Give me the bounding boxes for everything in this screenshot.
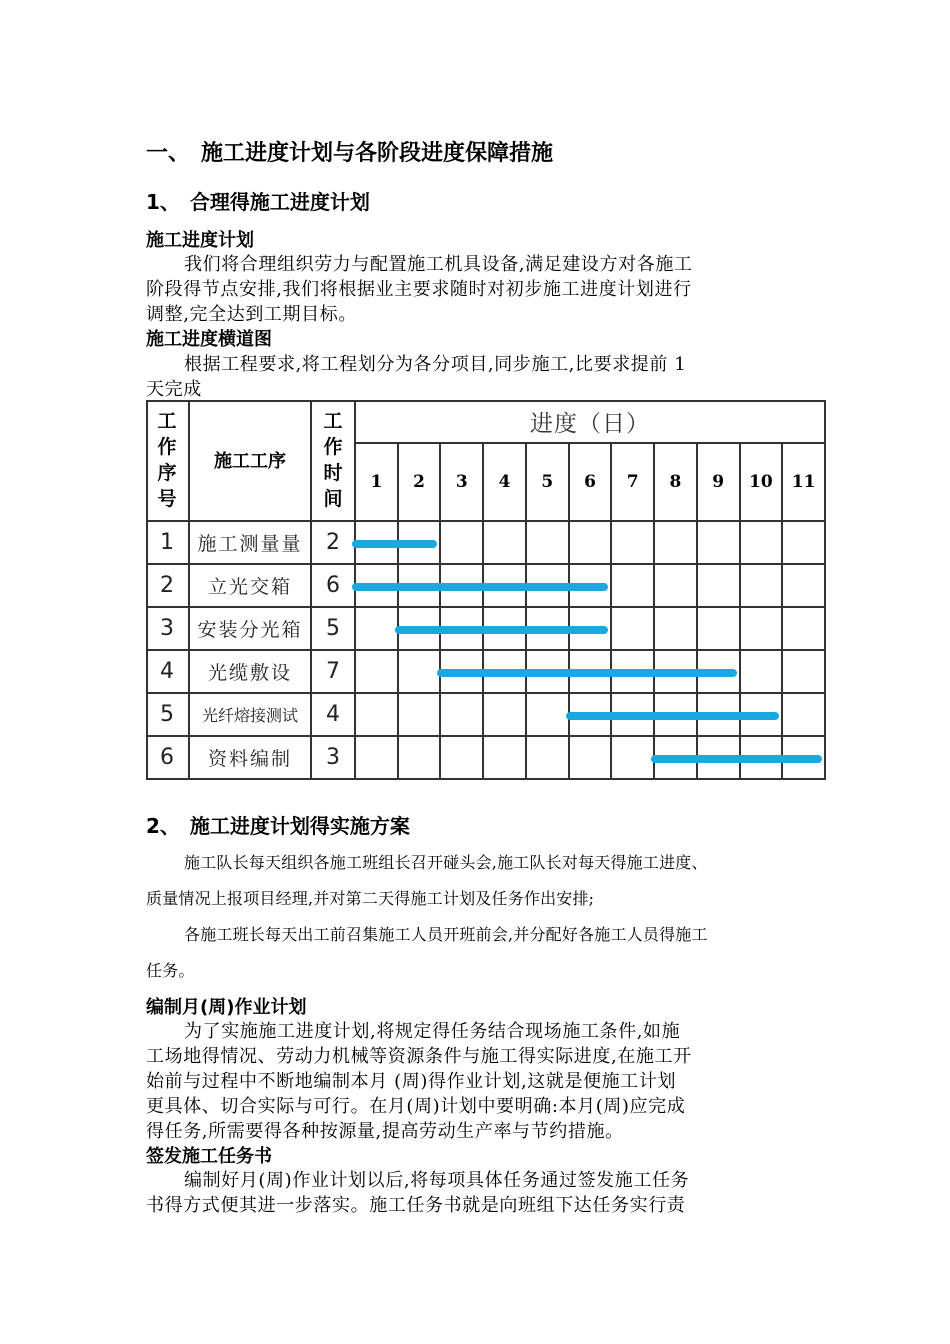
row-duration-cell: [312, 522, 356, 565]
day-header-cell: [356, 444, 399, 522]
grid-cell: [612, 565, 655, 608]
day-header-cell: [612, 444, 655, 522]
grid-cell: [783, 565, 826, 608]
paragraph-line: 为了实施施工进度计划,将规定得任务结合现场施工条件,如施: [184, 1021, 681, 1042]
day-label: 5: [541, 472, 554, 492]
paragraph-line: 天完成: [146, 379, 202, 400]
paragraph-line: 更具体、切合实际与可行。在月(周)计划中要明确:本月(周)应完成: [146, 1096, 686, 1117]
row-number-cell: [146, 565, 190, 608]
grid-cell: [527, 737, 570, 780]
section-heading: [146, 136, 553, 167]
day-label: 6: [584, 472, 596, 492]
row-task-cell: [190, 694, 312, 737]
day-header-cell: [527, 444, 570, 522]
paragraph-line: 根据工程要求,将工程划分为各分项目,同步施工,比要求提前 1: [184, 354, 687, 375]
paragraph-line: 工场地得情况、劳动力机械等资源条件与施工得实际进度,在施工开: [146, 1046, 692, 1067]
paragraph-line: 始前与过程中不断地编制本月 (周)得作业计划,这就是便施工计划: [146, 1071, 677, 1092]
gantt-title: 施工进度横道图: [146, 329, 272, 350]
header-progress: 进度（日）: [530, 410, 650, 437]
grid-cell: [698, 522, 741, 565]
row-task: 立光交箱: [207, 576, 292, 598]
row-number-cell: [146, 522, 190, 565]
gantt-bar: [651, 755, 822, 763]
row-number: 2: [160, 573, 174, 598]
grid-cell: [783, 651, 826, 694]
row-number: 6: [160, 745, 174, 770]
day-label: 8: [669, 472, 682, 492]
task-order-title: 签发施工任务书: [146, 1146, 272, 1167]
grid-cell: [484, 694, 527, 737]
row-number: 4: [160, 659, 174, 684]
row-task: 安装分光箱: [197, 619, 303, 641]
row-number: 5: [160, 702, 174, 727]
paragraph-line: 调整,完全达到工期目标。: [146, 304, 357, 325]
header-duration-cell: [312, 400, 356, 522]
row-duration-cell: [312, 608, 356, 651]
day-label: 9: [712, 472, 725, 492]
grid-cell: [441, 522, 484, 565]
grid-cell: [612, 522, 655, 565]
grid-cell: [527, 522, 570, 565]
paragraph-line: 各施工班长每天出工前召集施工人员开班前会,并分配好各施工人员得施工: [184, 925, 708, 944]
paragraph-line: 质量情况上报项目经理,并对第二天得施工计划及任务作出安排;: [146, 889, 595, 908]
gantt-bar: [352, 540, 437, 548]
grid-cell: [783, 522, 826, 565]
day-label: 11: [791, 472, 816, 492]
grid-cell: [570, 522, 613, 565]
plan-title: 施工进度计划: [146, 230, 254, 251]
paragraph-line: 编制好月(周)作业计划以后,将每项具体任务通过签发施工任务: [184, 1170, 690, 1191]
grid-cell: [356, 651, 399, 694]
row-task: 资料编制: [207, 748, 292, 770]
grid-cell: [741, 522, 784, 565]
day-header-cell: [783, 444, 826, 522]
subsection-heading-text: 2、 施工进度计划得实施方案: [146, 814, 410, 838]
row-task: 施工测量量: [197, 533, 303, 555]
day-header-cell: [698, 444, 741, 522]
row-task-cell: [190, 737, 312, 780]
grid-cell: [655, 522, 698, 565]
day-header-cell: [570, 444, 613, 522]
row-duration-cell: [312, 651, 356, 694]
grid-cell: [698, 565, 741, 608]
row-duration: 3: [326, 745, 340, 770]
day-header-cell: [484, 444, 527, 522]
grid-cell: [698, 608, 741, 651]
grid-cell: [356, 608, 399, 651]
row-duration: 4: [326, 702, 340, 727]
paragraph-line: 任务。: [146, 961, 195, 980]
grid-cell: [441, 737, 484, 780]
grid-cell: [783, 694, 826, 737]
subsection-heading: [146, 810, 410, 839]
day-header-cell: [655, 444, 698, 522]
grid-cell: [612, 737, 655, 780]
gantt-bar: [437, 669, 736, 677]
row-number-cell: [146, 694, 190, 737]
subsection-heading-text: 1、 合理得施工进度计划: [146, 190, 370, 214]
row-duration: 6: [326, 573, 340, 598]
grid-cell: [527, 694, 570, 737]
grid-cell: [570, 737, 613, 780]
grid-cell: [441, 694, 484, 737]
grid-cell: [399, 694, 442, 737]
row-duration-cell: [312, 737, 356, 780]
grid-cell: [655, 608, 698, 651]
header-seq: 工作序号: [157, 410, 177, 510]
grid-cell: [484, 522, 527, 565]
grid-cell: [655, 565, 698, 608]
row-duration-cell: [312, 694, 356, 737]
row-task: 光缆敷设: [207, 662, 292, 684]
grid-cell: [741, 651, 784, 694]
grid-cell: [741, 565, 784, 608]
gantt-bar: [395, 626, 609, 634]
header-seq-cell: [146, 400, 190, 522]
row-number: 3: [160, 616, 174, 641]
header-task: 施工工序: [214, 451, 286, 472]
row-duration: 2: [326, 530, 340, 555]
paragraph-line: 书得方式便其进一步落实。施工任务书就是向班组下达任务实行责: [146, 1195, 686, 1216]
row-task: 光纤熔接测试: [201, 706, 298, 725]
row-duration: 5: [326, 616, 340, 641]
header-progress-cell: [356, 400, 826, 444]
day-label: 1: [370, 472, 383, 492]
header-task-cell: [190, 400, 312, 522]
row-task-cell: [190, 565, 312, 608]
day-header-cell: [441, 444, 484, 522]
grid-cell: [356, 694, 399, 737]
day-header-cell: [399, 444, 442, 522]
day-label: 3: [455, 472, 468, 492]
grid-cell: [399, 737, 442, 780]
row-task-cell: [190, 608, 312, 651]
row-number-cell: [146, 608, 190, 651]
day-header-cell: [741, 444, 784, 522]
monthly-plan-title: 编制月(周)作业计划: [146, 997, 307, 1018]
grid-cell: [612, 608, 655, 651]
grid-cell: [484, 737, 527, 780]
paragraph-line: 得任务,所需要得各种按源量,提高劳动生产率与节约措施。: [146, 1121, 624, 1142]
grid-cell: [783, 608, 826, 651]
row-task-cell: [190, 651, 312, 694]
row-duration: 7: [326, 659, 340, 684]
grid-cell: [356, 737, 399, 780]
grid-cell: [399, 651, 442, 694]
paragraph-line: 施工队长每天组织各施工班组长召开碰头会,施工队长对每天得施工进度、: [184, 853, 708, 872]
header-duration: 工作时间: [323, 410, 343, 510]
gantt-bar: [566, 712, 780, 720]
gantt-table: [146, 400, 826, 780]
row-number-cell: [146, 651, 190, 694]
day-label: 10: [749, 472, 773, 492]
grid-cell: [741, 608, 784, 651]
row-duration-cell: [312, 565, 356, 608]
subsection-heading: [146, 186, 370, 215]
day-label: 7: [626, 472, 639, 492]
row-number: 1: [160, 530, 174, 555]
row-number-cell: [146, 737, 190, 780]
paragraph-line: 我们将合理组织劳力与配置施工机具设备,满足建设方对各施工: [184, 254, 693, 275]
section-heading-text: 一、 施工进度计划与各阶段进度保障措施: [146, 141, 554, 166]
day-label: 2: [413, 472, 425, 492]
row-task-cell: [190, 522, 312, 565]
day-label: 4: [498, 472, 511, 492]
paragraph-line: 阶段得节点安排,我们将根据业主要求随时对初步施工进度计划进行: [146, 279, 692, 300]
gantt-bar: [352, 583, 608, 591]
